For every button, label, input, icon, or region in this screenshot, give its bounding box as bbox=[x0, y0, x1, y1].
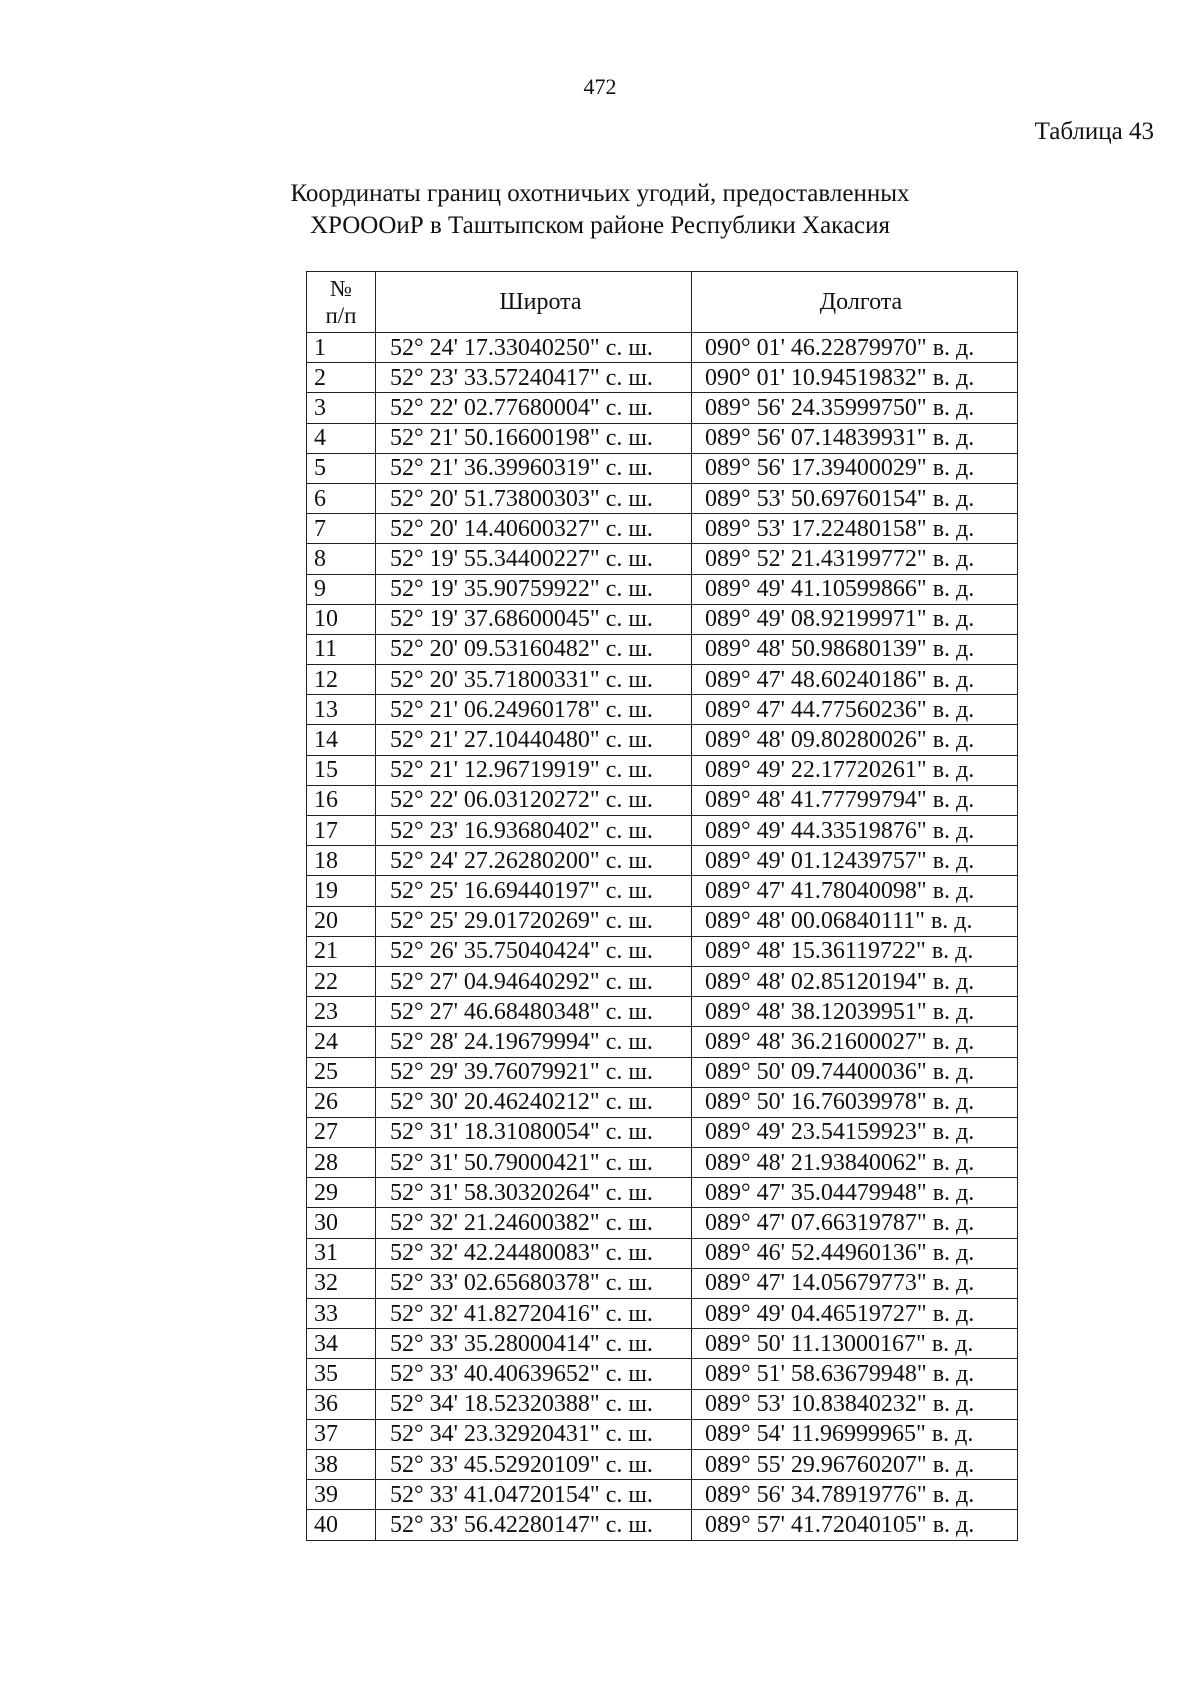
latitude-cell: 52° 21' 27.10440480" с. ш. bbox=[376, 725, 692, 755]
row-number-cell: 35 bbox=[307, 1359, 376, 1389]
longitude-cell: 089° 56' 34.78919776" в. д. bbox=[692, 1480, 1018, 1510]
row-number-cell: 23 bbox=[307, 997, 376, 1027]
longitude-cell: 089° 53' 17.22480158" в. д. bbox=[692, 514, 1018, 544]
row-number-cell: 11 bbox=[307, 634, 376, 664]
row-number-cell: 7 bbox=[307, 514, 376, 544]
header-number-symbol: № bbox=[330, 276, 352, 301]
row-number-cell: 12 bbox=[307, 665, 376, 695]
table-row bbox=[307, 755, 1018, 785]
table-row bbox=[307, 544, 1018, 574]
longitude-cell: 089° 50' 16.76039978" в. д. bbox=[692, 1087, 1018, 1117]
table-row bbox=[307, 1208, 1018, 1238]
latitude-cell: 52° 31' 18.31080054" с. ш. bbox=[376, 1117, 692, 1147]
longitude-cell: 089° 56' 17.39400029" в. д. bbox=[692, 453, 1018, 483]
latitude-cell: 52° 20' 14.40600327" с. ш. bbox=[376, 514, 692, 544]
header-number bbox=[307, 272, 376, 333]
latitude-cell: 52° 22' 02.77680004" с. ш. bbox=[376, 393, 692, 423]
row-number-cell: 18 bbox=[307, 846, 376, 876]
coordinates-table-body bbox=[307, 333, 1018, 1541]
header-number-subtitle: п/п bbox=[325, 303, 357, 328]
row-number-cell: 13 bbox=[307, 695, 376, 725]
latitude-cell: 52° 31' 50.79000421" с. ш. bbox=[376, 1148, 692, 1178]
row-number-cell: 39 bbox=[307, 1480, 376, 1510]
row-number-cell: 33 bbox=[307, 1299, 376, 1329]
row-number-cell: 21 bbox=[307, 936, 376, 966]
table-row bbox=[307, 1299, 1018, 1329]
table-row bbox=[307, 1389, 1018, 1419]
longitude-cell: 089° 49' 01.12439757" в. д. bbox=[692, 846, 1018, 876]
latitude-cell: 52° 29' 39.76079921" с. ш. bbox=[376, 1057, 692, 1087]
longitude-cell: 089° 48' 15.36119722" в. д. bbox=[692, 936, 1018, 966]
latitude-cell: 52° 21' 06.24960178" с. ш. bbox=[376, 695, 692, 725]
latitude-cell: 52° 23' 16.93680402" с. ш. bbox=[376, 816, 692, 846]
header-row bbox=[307, 272, 1018, 333]
latitude-cell: 52° 27' 04.94640292" с. ш. bbox=[376, 966, 692, 996]
latitude-cell: 52° 32' 21.24600382" с. ш. bbox=[376, 1208, 692, 1238]
longitude-cell: 089° 48' 02.85120194" в. д. bbox=[692, 966, 1018, 996]
table-title bbox=[0, 178, 1200, 242]
coordinates-table-header bbox=[307, 272, 1018, 333]
longitude-cell: 089° 48' 41.77799794" в. д. bbox=[692, 785, 1018, 815]
row-number-cell: 20 bbox=[307, 906, 376, 936]
row-number-cell: 8 bbox=[307, 544, 376, 574]
row-number-cell: 10 bbox=[307, 604, 376, 634]
latitude-cell: 52° 33' 45.52920109" с. ш. bbox=[376, 1449, 692, 1479]
row-number-cell: 19 bbox=[307, 876, 376, 906]
table-row bbox=[307, 936, 1018, 966]
longitude-cell: 089° 48' 36.21600027" в. д. bbox=[692, 1027, 1018, 1057]
table-label: Таблица 43 bbox=[1034, 118, 1154, 145]
table-row bbox=[307, 1027, 1018, 1057]
latitude-cell: 52° 32' 42.24480083" с. ш. bbox=[376, 1238, 692, 1268]
latitude-cell: 52° 32' 41.82720416" с. ш. bbox=[376, 1299, 692, 1329]
latitude-cell: 52° 28' 24.19679994" с. ш. bbox=[376, 1027, 692, 1057]
table-row bbox=[307, 604, 1018, 634]
latitude-cell: 52° 19' 55.34400227" с. ш. bbox=[376, 544, 692, 574]
longitude-cell: 089° 47' 48.60240186" в. д. bbox=[692, 665, 1018, 695]
latitude-cell: 52° 21' 36.39960319" с. ш. bbox=[376, 453, 692, 483]
table-row bbox=[307, 1359, 1018, 1389]
table-row bbox=[307, 363, 1018, 393]
table-row bbox=[307, 1510, 1018, 1540]
table-row bbox=[307, 333, 1018, 363]
table-row bbox=[307, 423, 1018, 453]
longitude-cell: 089° 49' 44.33519876" в. д. bbox=[692, 816, 1018, 846]
longitude-cell: 089° 50' 11.13000167" в. д. bbox=[692, 1329, 1018, 1359]
table-row bbox=[307, 453, 1018, 483]
table-row bbox=[307, 1268, 1018, 1298]
row-number-cell: 40 bbox=[307, 1510, 376, 1540]
row-number-cell: 4 bbox=[307, 423, 376, 453]
longitude-cell: 089° 47' 14.05679773" в. д. bbox=[692, 1268, 1018, 1298]
row-number-cell: 31 bbox=[307, 1238, 376, 1268]
longitude-cell: 090° 01' 46.22879970" в. д. bbox=[692, 333, 1018, 363]
latitude-cell: 52° 23' 33.57240417" с. ш. bbox=[376, 363, 692, 393]
longitude-cell: 089° 55' 29.96760207" в. д. bbox=[692, 1449, 1018, 1479]
row-number-cell: 32 bbox=[307, 1268, 376, 1298]
longitude-cell: 089° 50' 09.74400036" в. д. bbox=[692, 1057, 1018, 1087]
latitude-cell: 52° 21' 50.16600198" с. ш. bbox=[376, 423, 692, 453]
longitude-cell: 089° 47' 07.66319787" в. д. bbox=[692, 1208, 1018, 1238]
table-row bbox=[307, 695, 1018, 725]
table-row bbox=[307, 1117, 1018, 1147]
longitude-cell: 089° 47' 44.77560236" в. д. bbox=[692, 695, 1018, 725]
row-number-cell: 24 bbox=[307, 1027, 376, 1057]
longitude-cell: 089° 48' 21.93840062" в. д. bbox=[692, 1148, 1018, 1178]
latitude-cell: 52° 34' 23.32920431" с. ш. bbox=[376, 1419, 692, 1449]
latitude-cell: 52° 24' 27.26280200" с. ш. bbox=[376, 846, 692, 876]
longitude-cell: 089° 48' 00.06840111" в. д. bbox=[692, 906, 1018, 936]
longitude-cell: 089° 49' 08.92199971" в. д. bbox=[692, 604, 1018, 634]
table-row bbox=[307, 725, 1018, 755]
longitude-cell: 089° 52' 21.43199772" в. д. bbox=[692, 544, 1018, 574]
longitude-cell: 089° 53' 10.83840232" в. д. bbox=[692, 1389, 1018, 1419]
table-title-line-1: Координаты границ охотничьих угодий, предоставленных bbox=[290, 180, 910, 207]
table-row bbox=[307, 393, 1018, 423]
row-number-cell: 30 bbox=[307, 1208, 376, 1238]
row-number-cell: 6 bbox=[307, 483, 376, 513]
table-row bbox=[307, 1329, 1018, 1359]
row-number-cell: 9 bbox=[307, 574, 376, 604]
table-row bbox=[307, 1178, 1018, 1208]
coordinates-table bbox=[306, 271, 1018, 1541]
row-number-cell: 14 bbox=[307, 725, 376, 755]
latitude-cell: 52° 30' 20.46240212" с. ш. bbox=[376, 1087, 692, 1117]
latitude-cell: 52° 33' 02.65680378" с. ш. bbox=[376, 1268, 692, 1298]
table-row bbox=[307, 1419, 1018, 1449]
table-row bbox=[307, 1449, 1018, 1479]
latitude-cell: 52° 33' 35.28000414" с. ш. bbox=[376, 1329, 692, 1359]
longitude-cell: 089° 49' 41.10599866" в. д. bbox=[692, 574, 1018, 604]
row-number-cell: 36 bbox=[307, 1389, 376, 1419]
row-number-cell: 34 bbox=[307, 1329, 376, 1359]
table-row bbox=[307, 785, 1018, 815]
longitude-cell: 089° 56' 07.14839931" в. д. bbox=[692, 423, 1018, 453]
table-row bbox=[307, 483, 1018, 513]
latitude-cell: 52° 20' 09.53160482" с. ш. bbox=[376, 634, 692, 664]
table-row bbox=[307, 876, 1018, 906]
row-number-cell: 15 bbox=[307, 755, 376, 785]
longitude-cell: 089° 48' 50.98680139" в. д. bbox=[692, 634, 1018, 664]
row-number-cell: 22 bbox=[307, 966, 376, 996]
latitude-cell: 52° 31' 58.30320264" с. ш. bbox=[376, 1178, 692, 1208]
latitude-cell: 52° 20' 35.71800331" с. ш. bbox=[376, 665, 692, 695]
table-row bbox=[307, 1087, 1018, 1117]
longitude-cell: 089° 47' 41.78040098" в. д. bbox=[692, 876, 1018, 906]
row-number-cell: 1 bbox=[307, 333, 376, 363]
row-number-cell: 38 bbox=[307, 1449, 376, 1479]
latitude-cell: 52° 21' 12.96719919" с. ш. bbox=[376, 755, 692, 785]
latitude-cell: 52° 34' 18.52320388" с. ш. bbox=[376, 1389, 692, 1419]
row-number-cell: 26 bbox=[307, 1087, 376, 1117]
table-row bbox=[307, 574, 1018, 604]
latitude-cell: 52° 19' 37.68600045" с. ш. bbox=[376, 604, 692, 634]
latitude-cell: 52° 24' 17.33040250" с. ш. bbox=[376, 333, 692, 363]
table-row bbox=[307, 846, 1018, 876]
row-number-cell: 28 bbox=[307, 1148, 376, 1178]
table-title-line-2: ХРОООиР в Таштыпском районе Республики Хакасия bbox=[309, 212, 891, 239]
latitude-cell: 52° 25' 16.69440197" с. ш. bbox=[376, 876, 692, 906]
row-number-cell: 17 bbox=[307, 816, 376, 846]
row-number-cell: 27 bbox=[307, 1117, 376, 1147]
longitude-cell: 090° 01' 10.94519832" в. д. bbox=[692, 363, 1018, 393]
longitude-cell: 089° 57' 41.72040105" в. д. bbox=[692, 1510, 1018, 1540]
table-row bbox=[307, 816, 1018, 846]
latitude-cell: 52° 27' 46.68480348" с. ш. bbox=[376, 997, 692, 1027]
longitude-cell: 089° 51' 58.63679948" в. д. bbox=[692, 1359, 1018, 1389]
header-latitude: Широта bbox=[376, 272, 692, 333]
table-row bbox=[307, 634, 1018, 664]
latitude-cell: 52° 33' 40.40639652" с. ш. bbox=[376, 1359, 692, 1389]
row-number-cell: 25 bbox=[307, 1057, 376, 1087]
table-row bbox=[307, 997, 1018, 1027]
page-number: 472 bbox=[583, 74, 617, 99]
table-row bbox=[307, 665, 1018, 695]
latitude-cell: 52° 33' 41.04720154" с. ш. bbox=[376, 1480, 692, 1510]
row-number-cell: 37 bbox=[307, 1419, 376, 1449]
longitude-cell: 089° 56' 24.35999750" в. д. bbox=[692, 393, 1018, 423]
latitude-cell: 52° 25' 29.01720269" с. ш. bbox=[376, 906, 692, 936]
row-number-cell: 29 bbox=[307, 1178, 376, 1208]
longitude-cell: 089° 48' 38.12039951" в. д. bbox=[692, 997, 1018, 1027]
latitude-cell: 52° 26' 35.75040424" с. ш. bbox=[376, 936, 692, 966]
latitude-cell: 52° 22' 06.03120272" с. ш. bbox=[376, 785, 692, 815]
table-row bbox=[307, 1238, 1018, 1268]
table-row bbox=[307, 966, 1018, 996]
longitude-cell: 089° 49' 23.54159923" в. д. bbox=[692, 1117, 1018, 1147]
table-row bbox=[307, 906, 1018, 936]
row-number-cell: 2 bbox=[307, 363, 376, 393]
header-longitude: Долгота bbox=[692, 272, 1018, 333]
row-number-cell: 3 bbox=[307, 393, 376, 423]
row-number-cell: 5 bbox=[307, 453, 376, 483]
latitude-cell: 52° 33' 56.42280147" с. ш. bbox=[376, 1510, 692, 1540]
latitude-cell: 52° 20' 51.73800303" с. ш. bbox=[376, 483, 692, 513]
longitude-cell: 089° 47' 35.04479948" в. д. bbox=[692, 1178, 1018, 1208]
table-row bbox=[307, 1057, 1018, 1087]
longitude-cell: 089° 53' 50.69760154" в. д. bbox=[692, 483, 1018, 513]
table-row bbox=[307, 514, 1018, 544]
longitude-cell: 089° 46' 52.44960136" в. д. bbox=[692, 1238, 1018, 1268]
table-row bbox=[307, 1480, 1018, 1510]
longitude-cell: 089° 49' 04.46519727" в. д. bbox=[692, 1299, 1018, 1329]
row-number-cell: 16 bbox=[307, 785, 376, 815]
longitude-cell: 089° 49' 22.17720261" в. д. bbox=[692, 755, 1018, 785]
longitude-cell: 089° 54' 11.96999965" в. д. bbox=[692, 1419, 1018, 1449]
table-row bbox=[307, 1148, 1018, 1178]
latitude-cell: 52° 19' 35.90759922" с. ш. bbox=[376, 574, 692, 604]
longitude-cell: 089° 48' 09.80280026" в. д. bbox=[692, 725, 1018, 755]
